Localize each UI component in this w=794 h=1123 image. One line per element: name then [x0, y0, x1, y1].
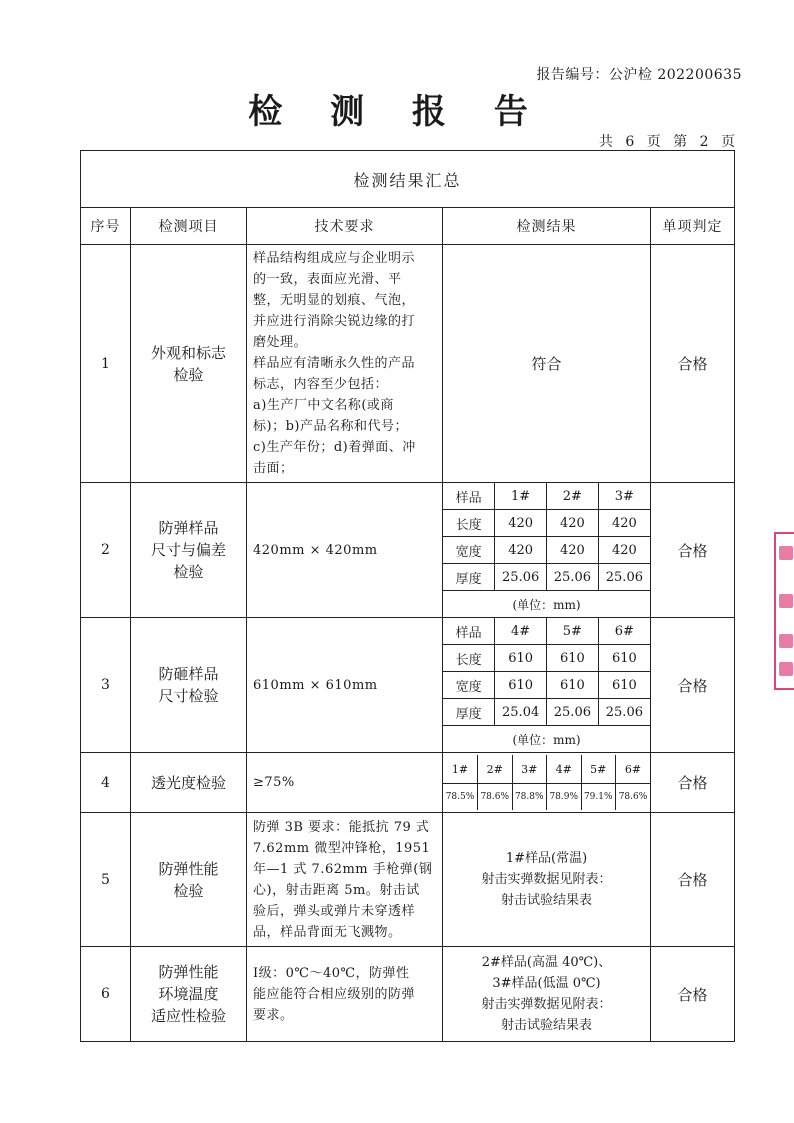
- sample-label: 1#: [443, 755, 478, 784]
- sub-cell: 25.06: [547, 699, 599, 726]
- verdict: 合格: [651, 813, 735, 947]
- technical-requirement: 610mm × 610mm: [247, 618, 443, 753]
- dimension-results: [443, 483, 651, 618]
- col-header-item: 检测项目: [131, 208, 247, 245]
- requirement-line: Ⅰ级：0℃～40℃，防弹性: [253, 965, 410, 981]
- verdict: 合格: [651, 245, 735, 483]
- test-item-line: 防砸样品: [158, 665, 219, 683]
- result-line: 射击实弹数据见附表：: [481, 872, 612, 887]
- result-line: 1#样品(常温): [505, 851, 588, 866]
- requirement-line: 验后，弹头或弹片未穿透样: [253, 903, 416, 919]
- sub-cell: 610: [547, 645, 599, 672]
- requirement-line: 样品应有清晰永久性的产品: [253, 356, 416, 371]
- verdict: 合格: [651, 483, 735, 618]
- test-item-line: 外观和标志: [150, 343, 226, 362]
- requirement-line: 品，样品背面无飞溅物。: [253, 924, 402, 940]
- sample-label: 2#: [478, 755, 513, 784]
- table-row: [81, 813, 735, 947]
- row-number: 1: [81, 245, 131, 483]
- test-item: 透光度检验: [131, 753, 247, 813]
- requirement-line: 能应能符合相应级别的防弹: [253, 986, 416, 1002]
- verdict: 合格: [651, 753, 735, 813]
- sub-header-cell: 样品: [443, 483, 495, 510]
- table-row: [81, 483, 735, 618]
- requirement-line: 并应进行消除尖锐边缘的打: [253, 314, 416, 329]
- test-item: [131, 947, 247, 1042]
- result-line: 射击实弹数据见附表：: [481, 997, 612, 1012]
- requirement-line: 要求。: [253, 1007, 294, 1023]
- requirement-line: 样品结构组成应与企业明示: [253, 251, 416, 266]
- sub-cell: 厚度: [443, 699, 495, 726]
- dimension-table: [443, 618, 650, 752]
- sub-cell: 宽度: [443, 537, 495, 564]
- test-item: [131, 618, 247, 753]
- row-number: 6: [81, 947, 131, 1042]
- row-number: 3: [81, 618, 131, 753]
- sub-row: [443, 645, 650, 672]
- transmittance-value: 78.6%: [616, 784, 651, 811]
- sample-label: 6#: [616, 755, 651, 784]
- report-number: 报告编号：公沪检 202200635: [536, 67, 742, 83]
- requirement-line: 磨处理。: [253, 335, 308, 350]
- requirement-line: 年—1 式 7.62mm 手枪弹(钢: [253, 861, 433, 877]
- test-item-line: 防弹性能: [158, 859, 219, 878]
- sub-cell: 610: [495, 672, 547, 699]
- sub-row: [443, 672, 650, 699]
- sub-row: [443, 699, 650, 726]
- row-number: 2: [81, 483, 131, 618]
- transmittance-value: 78.5%: [443, 784, 478, 811]
- sub-cell: 长度: [443, 510, 495, 537]
- requirement-line: 标志，内容至少包括：: [253, 377, 389, 392]
- sub-cell: 25.06: [598, 699, 650, 726]
- sub-header-cell: 5#: [547, 618, 599, 645]
- col-header-result: 检测结果: [443, 208, 651, 245]
- stamp-mark: [779, 546, 793, 560]
- requirement-line: 7.62mm 微型冲锋枪，1951: [253, 840, 431, 856]
- requirement-line: 标)；b)产品名称和代号；: [253, 419, 408, 434]
- document-title: 检 测 报 告: [248, 92, 546, 132]
- transmittance-results: [443, 753, 651, 813]
- sub-cell: 610: [598, 645, 650, 672]
- sub-row: [443, 564, 650, 591]
- test-result: [443, 813, 651, 947]
- sub-cell: 25.04: [495, 699, 547, 726]
- technical-requirement: [247, 245, 443, 483]
- test-item-line: 适应性检验: [150, 1007, 226, 1025]
- test-item-line: 尺寸与偏差: [150, 541, 226, 559]
- unit-note: (单位：mm): [443, 591, 650, 618]
- requirement-line: 的一致，表面应光滑、平: [253, 272, 402, 287]
- sub-cell: 厚度: [443, 564, 495, 591]
- result-line: 3#样品(低温 0℃): [492, 976, 601, 991]
- sub-header-cell: 2#: [547, 483, 599, 510]
- test-item-line: 环境温度: [158, 985, 219, 1003]
- requirement-line: a)生产厂中文名称(或商: [253, 398, 394, 413]
- sub-cell: 宽度: [443, 672, 495, 699]
- requirement-line: 防弹 3B 要求：能抵抗 79 式: [253, 819, 430, 835]
- table-row: [81, 245, 735, 483]
- test-item-line: 检验: [173, 563, 204, 581]
- requirement-line: 击面；: [253, 461, 294, 476]
- technical-requirement: [247, 947, 443, 1042]
- stamp-mark: [779, 594, 793, 608]
- transmittance-table: [443, 755, 650, 810]
- sub-row: [443, 537, 650, 564]
- seal-stamp-fragment: [774, 532, 794, 690]
- result-line: 射击试验结果表: [500, 1018, 592, 1033]
- sub-header-cell: 样品: [443, 618, 495, 645]
- table-row: [81, 753, 735, 813]
- sub-cell: 610: [547, 672, 599, 699]
- sub-cell: 610: [495, 645, 547, 672]
- dimension-results: [443, 618, 651, 753]
- sample-label: 3#: [512, 755, 547, 784]
- unit-row: [443, 726, 650, 753]
- sub-cell: 420: [547, 537, 599, 564]
- unit-row: [443, 591, 650, 618]
- result-line: 射击试验结果表: [500, 893, 592, 908]
- sub-cell: 420: [598, 510, 650, 537]
- dimension-table: [443, 483, 650, 617]
- transmittance-value: 79.1%: [581, 784, 616, 811]
- test-item: [131, 813, 247, 947]
- row-number: 4: [81, 753, 131, 813]
- technical-requirement: 420mm × 420mm: [247, 483, 443, 618]
- requirement-line: 心)，射击距离 5m。射击试: [253, 882, 420, 898]
- sub-cell: 25.06: [495, 564, 547, 591]
- table-row: [81, 947, 735, 1042]
- sample-label: 4#: [547, 755, 582, 784]
- sub-header-cell: 3#: [598, 483, 650, 510]
- stamp-mark: [779, 634, 793, 648]
- sub-header-row: [443, 618, 650, 645]
- requirement-line: c)生产年份；d)着弹面、冲: [253, 440, 416, 455]
- verdict: 合格: [651, 618, 735, 753]
- unit-note: (单位：mm): [443, 726, 650, 753]
- requirement-line: 整，无明显的划痕、气泡，: [253, 293, 416, 308]
- sub-header-row: [443, 483, 650, 510]
- sub-header-cell: 4#: [495, 618, 547, 645]
- row-number: 5: [81, 813, 131, 947]
- col-header-requirement: 技术要求: [247, 208, 443, 245]
- transmittance-value: 78.9%: [547, 784, 582, 811]
- test-item-line: 检验: [173, 365, 204, 384]
- stamp-mark: [779, 662, 793, 676]
- test-item-line: 防弹性能: [158, 963, 219, 981]
- technical-requirement: [247, 813, 443, 947]
- sub-cell: 420: [547, 510, 599, 537]
- transmittance-value: 78.8%: [512, 784, 547, 811]
- sub-cell: 610: [598, 672, 650, 699]
- table-header-row: [81, 208, 735, 245]
- col-header-no: 序号: [81, 208, 131, 245]
- sub-header-cell: 1#: [495, 483, 547, 510]
- sub-row: [443, 510, 650, 537]
- test-item: [131, 245, 247, 483]
- test-item-line: 尺寸检验: [158, 687, 219, 705]
- sub-cell: 长度: [443, 645, 495, 672]
- sub-cell: 420: [495, 537, 547, 564]
- verdict: 合格: [651, 947, 735, 1042]
- summary-title: 检测结果汇总: [81, 151, 735, 208]
- sub-cell: 25.06: [598, 564, 650, 591]
- test-result: 符合: [443, 245, 651, 483]
- sub-cell: 25.06: [547, 564, 599, 591]
- technical-requirement: ≥75%: [247, 753, 443, 813]
- sub-cell: 420: [598, 537, 650, 564]
- test-item-line: 防弹样品: [158, 519, 219, 537]
- result-line: 2#样品(高温 40℃)、: [481, 955, 612, 970]
- sample-label: 5#: [581, 755, 616, 784]
- transmittance-sample-row: [443, 755, 650, 784]
- col-header-verdict: 单项判定: [651, 208, 735, 245]
- transmittance-value-row: [443, 784, 650, 811]
- test-item: [131, 483, 247, 618]
- table-row: [81, 618, 735, 753]
- results-summary-table: [80, 150, 735, 1042]
- sub-header-cell: 6#: [598, 618, 650, 645]
- test-item-line: 检验: [173, 881, 204, 900]
- page-info: 共 6 页 第 2 页: [598, 134, 736, 150]
- sub-cell: 420: [495, 510, 547, 537]
- transmittance-value: 78.6%: [478, 784, 513, 811]
- test-result: [443, 947, 651, 1042]
